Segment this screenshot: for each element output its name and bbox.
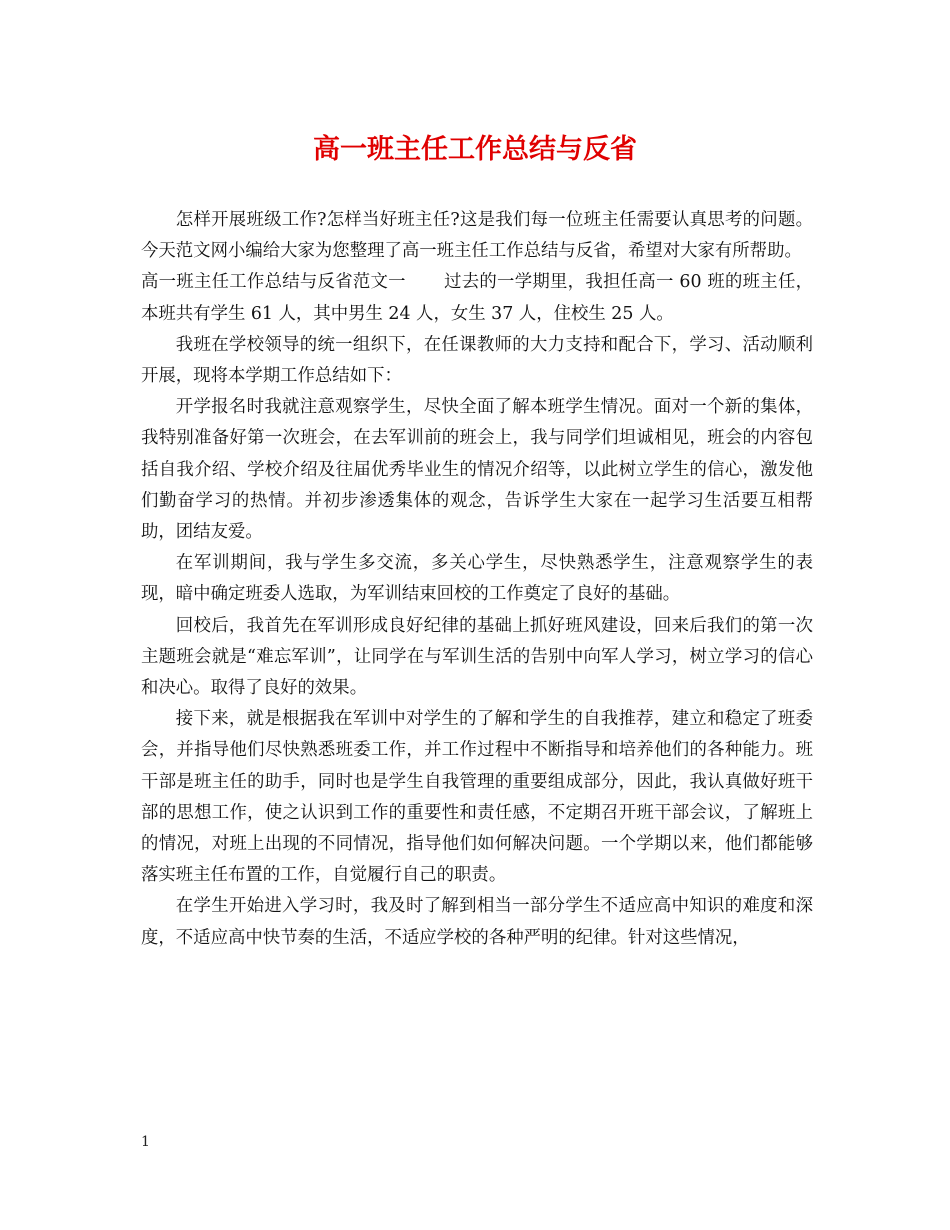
paragraph-military-training: 在军训期间，我与学生多交流，多关心学生，尽快熟悉学生，注意观察学生的表现，暗中确定班委人选取，为军训结束回校的工作奠定了良好的基础。 <box>141 553 813 605</box>
paragraph-sample-one <box>141 267 813 329</box>
page-number: 1 <box>141 1134 150 1150</box>
paragraph-intro: 怎样开展班级工作?怎样当好班主任?这是我们每一位班主任需要认真思考的问题。今天范文网小编给大家为您整理了高一班主任工作总结与反省，希望对大家有所帮助。 <box>141 210 813 262</box>
paragraph-class-culture: 回校后，我首先在军训形成良好纪律的基础上抓好班风建设，回来后我们的第一次主题班会就是“难忘军训”，让同学在与军训生活的告别中向军人学习，树立学习的信心和决心。取得了良好的效果。 <box>141 615 813 699</box>
document-title: 高一班主任工作总结与反省 <box>313 134 637 165</box>
document-body <box>141 205 813 954</box>
paragraph-learning-adjustment: 在学生开始进入学习时，我及时了解到相当一部分学生不适应高中知识的难度和深度，不适应高中快节奏的生活，不适应学校的各种严明的纪律。针对这些情况， <box>141 896 813 948</box>
sample-heading: 高一班主任工作总结与反省范文一 <box>141 272 406 293</box>
sample-text: 过去的一学期里，我担任高一 60 班的班主任，本班共有学生 61 人，其中男生 24 人，女生 37 人，住校生 25 人。 <box>141 272 813 324</box>
paragraph-class-committee: 接下来，就是根据我在军训中对学生的了解和学生的自我推荐，建立和稳定了班委会，并指导他们尽快熟悉班委工作，并工作过程中不断指导和培养他们的各种能力。班干部是班主任的助手，同时也是学生自我管理的重要组成部分，因此，我认真做好班干部的思想工作，使之认识到工作的重要性和责任感，不定期召开班干部会议，了解班上的情况，对班上出现的不同情况，指导他们如何解决问题。一个学期以来，他们都能够落实班主任布置的工作，自觉履行自己的职责。 <box>141 709 813 886</box>
paragraph-organization: 我班在学校领导的统一组织下，在任课教师的大力支持和配合下，学习、活动顺利开展，现将本学期工作总结如下： <box>141 334 813 387</box>
paragraph-enrollment: 开学报名时我就注意观察学生，尽快全面了解本班学生情况。面对一个新的集体，我特别准备好第一次班会，在去军训前的班会上，我与同学们坦诚相见，班会的内容包括自我介绍、学校介绍及往届优秀毕业生的情况介绍等，以此树立学生的信心，激发他们勤奋学习的热情。并初步渗透集体的观念，告诉学生大家在一起学习生活要互相帮助，团结友爱。 <box>141 397 813 543</box>
